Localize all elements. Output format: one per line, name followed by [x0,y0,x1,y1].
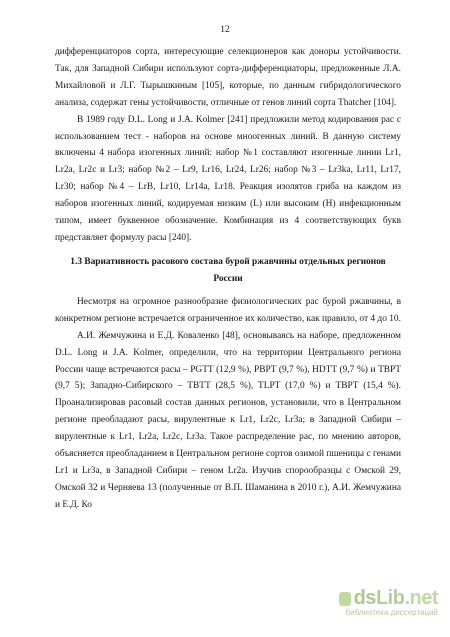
page-number: 12 [220,25,230,35]
dslib-logo-icon [339,592,351,606]
paragraph: дифференциаторов сорта, интересующие селекционеров как доноры устойчивости. Так, для Западной Сибири используют сорта-дифференциаторы, предложенные Л.А. Михайловой и Л.Г. Тырышкиным [105], которые, по данным гибридологического анализа, содержат гены устойчивости, отличные от генов линий сорта Thatcher [104]. [55,47,401,108]
section-heading: 1.3 Вариативность расового состава бурой ржавчины отдельных регионов России [70,256,386,284]
paragraph: В 1989 году D.L. Long и J.A. Kolmer [241] предложили метод кодирования рас с использованием тест - наборов на основе мноогенных линий. В данную систему включены 4 набора изогенных линий: набор №1 составляют изогенные линии Lr1, Lr2a, Lr2c и Lr3; набор №2 – Lr9, Lr16, Lr24, Lr26; набор №3 – Lr3ka, Lr11, Lr17, Lr30; набор №4 – LrB, Lr10, Lr14a, Lr18. Реакция изолятов гриба на каждом из наборов изогенных линий, кодируемая низким (L) или высоким (H) инфекционным типом, имеет буквенное обозначение. Комбинация из 4 соответствующих букв представляет формулу расы [240]. [55,114,401,243]
dslib-watermark [334,587,438,627]
dslib-logo: dsLib.net [353,587,438,609]
document-body [55,44,401,514]
paragraph: Несмотря на огромное разнообразие физиологических рас бурой ржавчины, в конкретном регионе встречается ограниченное их количество, как правило, от 4 до 10. [55,296,401,324]
paragraph: А.И. Жемчужина и Е.Д. Коваленко [48], основываясь на наборе, предложенном D.L. Long и J.A. Kolmer, определили, что на территории Центрального региона России чаще встречаются расы – PGTT (12,9 %), PBPT (9,7 %), HDTT (9,7 %) и TBPT (9,7 5); Западно-Сибирского – TBTT (28,5 %), TLPT (17,0 %) и TBPT (15,4 %). Проанализировав расовый состав данных регионов, установили, что в Центральном регионе преобладают расы, вирулентные к Lr1, Lr2c, Lr3a; в Западной Сибири – вирулентные к Lr1, Lr2a, Lr2c, Lr3a. Такое распределение рас, по мнению авторов, объясняется преобладанием в Центральном регионе сортов озимой пшеницы с генами Lr1 и Lr3a, в Западной Сибири – геном Lr2a. Изучив спорообразцы с Омской 29, Омской 32 и Черняева 13 (полученные от В.П. Шаманина в 2010 г.), А.И. Жемчужина и Е.Д. Ко [55,330,401,510]
dslib-subtitle: библиотека диссертаций [345,608,438,617]
